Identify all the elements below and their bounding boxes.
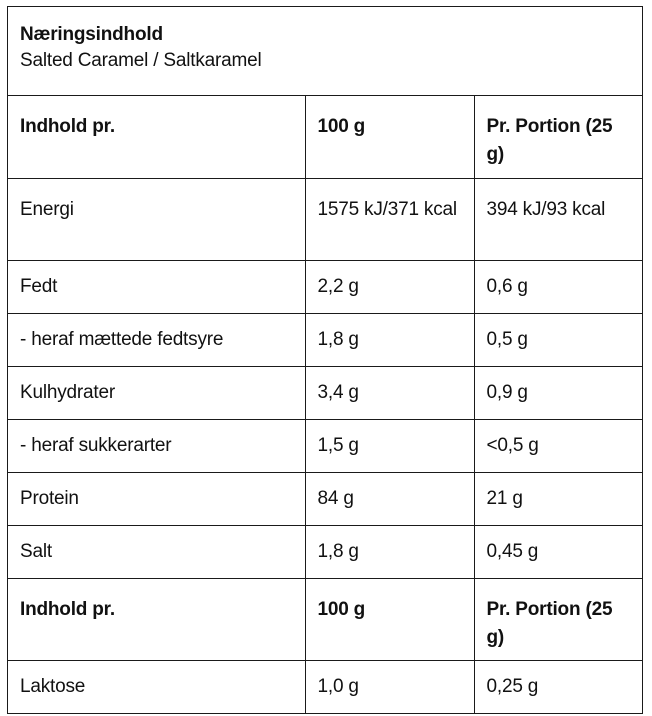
value-per-100g: 3,4 g <box>305 366 474 419</box>
nutrient-name: - heraf mættede fedtsyre <box>8 313 305 366</box>
table-row-energy <box>8 178 642 260</box>
table-row-lactose <box>8 660 642 713</box>
value-per-portion: <0,5 g <box>474 419 642 472</box>
header-cell-per-portion: Pr. Portion (25 g) <box>474 578 642 660</box>
value-per-100g: 1,8 g <box>305 313 474 366</box>
table-row-salt <box>8 525 642 578</box>
value-per-100g: 1,8 g <box>305 525 474 578</box>
table-row-saturated-fat <box>8 313 642 366</box>
table-row-protein <box>8 472 642 525</box>
table-row-carbohydrates <box>8 366 642 419</box>
table-row-sugars <box>8 419 642 472</box>
nutrition-header <box>8 7 642 96</box>
product-flavor: Salted Caramel / Saltkaramel <box>20 50 262 71</box>
header-cell-per-100g: 100 g <box>305 96 474 178</box>
value-per-portion: 0,9 g <box>474 366 642 419</box>
nutrient-name: - heraf sukkerarter <box>8 419 305 472</box>
nutrition-title: Næringsindhold <box>20 24 163 45</box>
nutrition-table <box>8 96 642 713</box>
nutrient-name: Protein <box>8 472 305 525</box>
nutrient-name: Fedt <box>8 260 305 313</box>
value-per-100g: 2,2 g <box>305 260 474 313</box>
value-per-100g: 84 g <box>305 472 474 525</box>
nutrient-name: Salt <box>8 525 305 578</box>
nutrient-name: Laktose <box>8 660 305 713</box>
header-cell-per-100g: 100 g <box>305 578 474 660</box>
value-per-portion: 0,25 g <box>474 660 642 713</box>
header-cell-content-per: Indhold pr. <box>8 578 305 660</box>
value-per-portion: 0,5 g <box>474 313 642 366</box>
table-row-fat <box>8 260 642 313</box>
table-header-row <box>8 96 642 178</box>
value-per-100g: 1575 kJ/371 kcal <box>305 178 474 260</box>
value-per-portion: 394 kJ/93 kcal <box>474 178 642 260</box>
header-cell-content-per: Indhold pr. <box>20 116 115 137</box>
table-subheader-row <box>8 578 642 660</box>
header-cell-per-portion: Pr. Portion (25 g) <box>474 96 642 178</box>
nutrient-name: Energi <box>8 178 305 260</box>
value-per-portion: 0,6 g <box>474 260 642 313</box>
nutrition-table-panel <box>7 6 643 714</box>
value-per-portion: 21 g <box>474 472 642 525</box>
nutrient-name: Kulhydrater <box>8 366 305 419</box>
value-per-100g: 1,5 g <box>305 419 474 472</box>
value-per-100g: 1,0 g <box>305 660 474 713</box>
value-per-portion: 0,45 g <box>474 525 642 578</box>
